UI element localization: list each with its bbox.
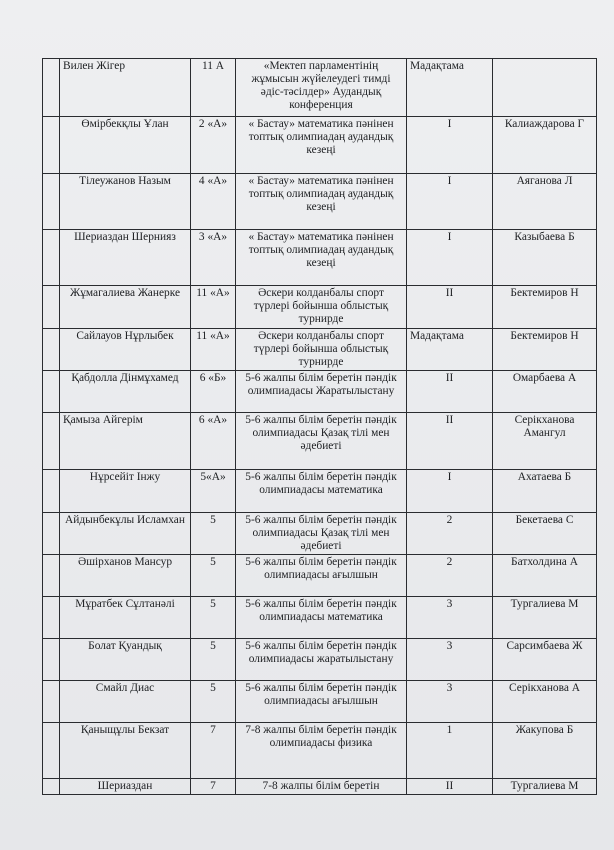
teacher-cell: Серікханова А — [493, 681, 597, 723]
teacher-cell: Казыбаева Б — [493, 230, 597, 286]
table-row — [43, 470, 597, 513]
student-name: Қаныщұлы Бекзат — [60, 723, 191, 779]
teacher-cell: Тургалиева М — [493, 779, 597, 795]
teacher-cell: Ахатаева Б — [493, 470, 597, 513]
index-cell — [43, 639, 60, 681]
index-cell — [43, 413, 60, 470]
index-cell — [43, 681, 60, 723]
event-cell: 5-6 жалпы білім беретін пәндік олимпиадасы математика — [236, 597, 407, 639]
event-cell: « Бастау» математика пәнінен топтық олимпиадаң аудандық кезеңі — [236, 230, 407, 286]
class-cell: 6 «А» — [191, 413, 236, 470]
index-cell — [43, 174, 60, 230]
event-cell: 7-8 жалпы білім беретін — [236, 779, 407, 795]
student-name: Нұрсейіт Інжу — [60, 470, 191, 513]
place-cell: Мадақтама — [407, 59, 493, 117]
class-cell: 11 А — [191, 59, 236, 117]
index-cell — [43, 597, 60, 639]
student-name: Вилен Жігер — [60, 59, 191, 117]
event-cell: «Мектеп парламентінің жұмысын жүйелеудегі тимді әдіс-тәсілдер» Аудандық конференция — [236, 59, 407, 117]
table-row — [43, 371, 597, 413]
table-row — [43, 779, 597, 795]
teacher-cell — [493, 59, 597, 117]
student-name: Мұратбек Сұлтанәлі — [60, 597, 191, 639]
class-cell: 5 — [191, 681, 236, 723]
place-cell: I — [407, 470, 493, 513]
class-cell: 4 «А» — [191, 174, 236, 230]
index-cell — [43, 779, 60, 795]
teacher-cell: Бекетаева С — [493, 513, 597, 555]
place-cell: I — [407, 230, 493, 286]
event-cell: 5-6 жалпы білім беретін пәндік олимпиадасы ағылшын — [236, 681, 407, 723]
index-cell — [43, 329, 60, 371]
place-cell: 2 — [407, 513, 493, 555]
class-cell: 11 «А» — [191, 286, 236, 329]
teacher-cell: Батхолдина А — [493, 555, 597, 597]
place-cell: 1 — [407, 723, 493, 779]
class-cell: 7 — [191, 779, 236, 795]
class-cell: 2 «А» — [191, 117, 236, 174]
results-table — [42, 58, 597, 795]
class-cell: 6 «Б» — [191, 371, 236, 413]
place-cell: II — [407, 371, 493, 413]
index-cell — [43, 117, 60, 174]
place-cell: II — [407, 779, 493, 795]
place-cell: I — [407, 174, 493, 230]
class-cell: 5 — [191, 597, 236, 639]
index-cell — [43, 371, 60, 413]
student-name: Сайлауов Нұрлыбек — [60, 329, 191, 371]
table-row — [43, 681, 597, 723]
event-cell: 5-6 жалпы білім беретін пәндік олимпиадасы ағылшын — [236, 555, 407, 597]
table-row — [43, 723, 597, 779]
place-cell: 3 — [407, 639, 493, 681]
event-cell: Әскери колданбалы спорт түрлері бойынша облыстық турнирде — [236, 286, 407, 329]
student-name: Өмірбекқлы Ұлан — [60, 117, 191, 174]
class-cell: 5 — [191, 555, 236, 597]
teacher-cell: Жакупова Б — [493, 723, 597, 779]
event-cell: 5-6 жалпы білім беретін пәндік олимпиадасы Қазақ тілі мен әдебиеті — [236, 413, 407, 470]
teacher-cell: Калиаждарова Г — [493, 117, 597, 174]
place-cell: II — [407, 413, 493, 470]
student-name: Шериаздан Шернияз — [60, 230, 191, 286]
table-row — [43, 639, 597, 681]
student-name: Болат Қуандық — [60, 639, 191, 681]
student-name: Қамыза Айгерім — [60, 413, 191, 470]
teacher-cell: Тургалиева М — [493, 597, 597, 639]
table-row — [43, 59, 597, 117]
index-cell — [43, 723, 60, 779]
class-cell: 5 — [191, 639, 236, 681]
class-cell: 7 — [191, 723, 236, 779]
teacher-cell: Сарсимбаева Ж — [493, 639, 597, 681]
teacher-cell: Серікханова Амангул — [493, 413, 597, 470]
class-cell: 5«А» — [191, 470, 236, 513]
table-row — [43, 174, 597, 230]
class-cell: 3 «А» — [191, 230, 236, 286]
event-cell: 7-8 жалпы білім беретін пәндік олимпиадасы физика — [236, 723, 407, 779]
event-cell: Әскери колданбалы спорт түрлері бойынша облыстық турнирде — [236, 329, 407, 371]
place-cell: I — [407, 117, 493, 174]
table-row — [43, 117, 597, 174]
student-name: Әшірханов Мансур — [60, 555, 191, 597]
event-cell: 5-6 жалпы білім беретін пәндік олимпиадасы математика — [236, 470, 407, 513]
table-row — [43, 597, 597, 639]
student-name: Тілеужанов Назым — [60, 174, 191, 230]
table-row — [43, 286, 597, 329]
teacher-cell: Аяганова Л — [493, 174, 597, 230]
index-cell — [43, 513, 60, 555]
place-cell: II — [407, 286, 493, 329]
place-cell: 3 — [407, 597, 493, 639]
teacher-cell: Омарбаева А — [493, 371, 597, 413]
event-cell: 5-6 жалпы білім беретін пәндік олимпиадасы жаратылыстану — [236, 639, 407, 681]
event-cell: « Бастау» математика пәнінен топтық олимпиадаң аудандық кезеңі — [236, 174, 407, 230]
index-cell — [43, 555, 60, 597]
index-cell — [43, 286, 60, 329]
place-cell: 3 — [407, 681, 493, 723]
table-row — [43, 513, 597, 555]
event-cell: 5-6 жалпы білім беретін пәндік олимпиадасы Жаратылыстану — [236, 371, 407, 413]
index-cell — [43, 470, 60, 513]
student-name: Жұмагалиева Жанерке — [60, 286, 191, 329]
student-name: Шериаздан — [60, 779, 191, 795]
event-cell: « Бастау» математика пәнінен топтық олимпиадаң аудандық кезеңі — [236, 117, 407, 174]
table-row — [43, 413, 597, 470]
class-cell: 5 — [191, 513, 236, 555]
student-name: Смайл Диас — [60, 681, 191, 723]
index-cell — [43, 59, 60, 117]
event-cell: 5-6 жалпы білім беретін пәндік олимпиадасы Қазақ тілі мен әдебиеті — [236, 513, 407, 555]
teacher-cell: Бектемиров Н — [493, 286, 597, 329]
class-cell: 11 «А» — [191, 329, 236, 371]
table-row — [43, 230, 597, 286]
table-row — [43, 555, 597, 597]
index-cell — [43, 230, 60, 286]
student-name: Қабдолла Дінмұхамед — [60, 371, 191, 413]
place-cell: Мадақтама — [407, 329, 493, 371]
student-name: Айдынбекұлы Исламхан — [60, 513, 191, 555]
table-row — [43, 329, 597, 371]
place-cell: 2 — [407, 555, 493, 597]
teacher-cell: Бектемиров Н — [493, 329, 597, 371]
